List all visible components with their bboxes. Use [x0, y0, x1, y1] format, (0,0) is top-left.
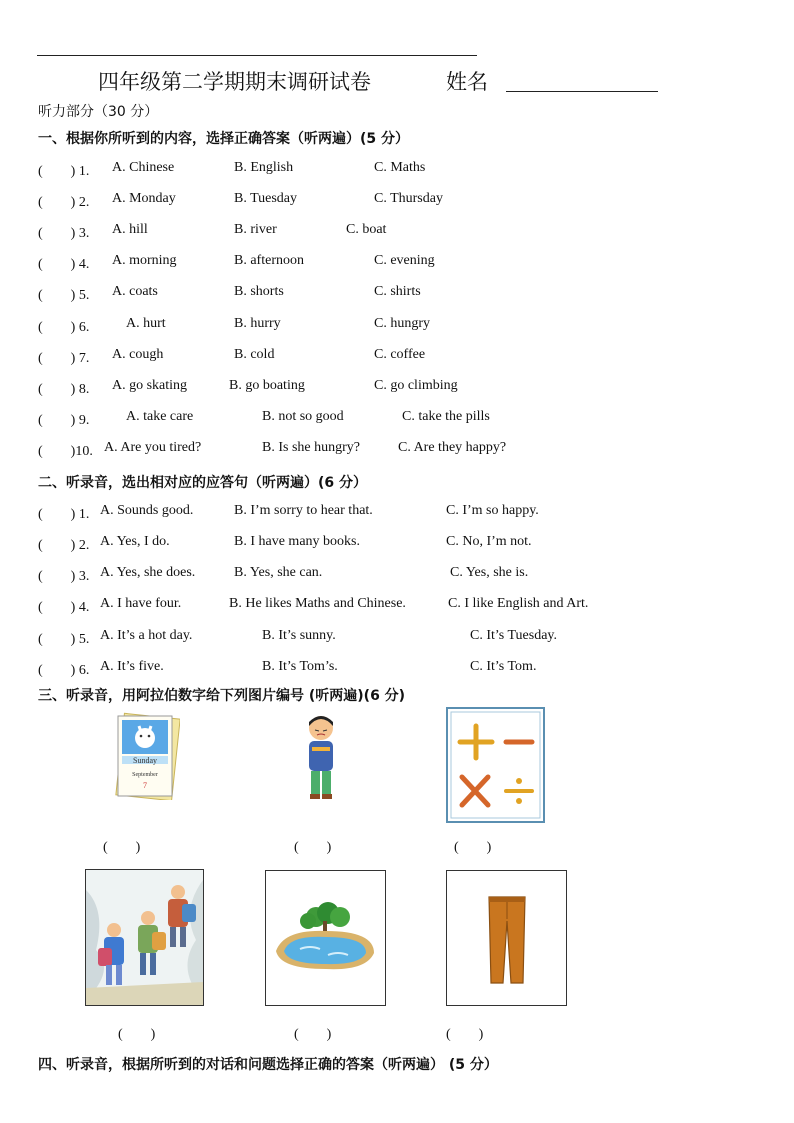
option-c: C. evening [374, 253, 435, 268]
option-b: B. I have many books. [234, 534, 360, 549]
answer-blank[interactable]: ( ) 8. [38, 382, 90, 397]
section-3-heading: 三、听录音，用阿拉伯数字给下列图片编号 (听两遍)(6 分) [38, 688, 406, 704]
answer-blank[interactable]: ( ) 7. [38, 351, 90, 366]
section-2-heading: 二、听录音，选出相对应的应答句（听两遍）(6 分） [38, 475, 368, 491]
math-symbols-icon [446, 707, 545, 823]
option-b: B. not so good [262, 409, 344, 424]
option-a: A. Chinese [112, 160, 175, 175]
part-label: 听力部分（30 分） [38, 104, 159, 120]
option-a: A. Monday [112, 191, 176, 206]
option-c: C. Thursday [374, 191, 443, 206]
option-b: B. go boating [229, 378, 305, 393]
picture-3-blank[interactable]: ( ) [454, 840, 492, 855]
answer-blank[interactable]: ( ) 3. [38, 569, 90, 584]
trousers-icon [446, 870, 567, 1006]
option-b: B. He likes Maths and Chinese. [229, 596, 406, 611]
option-b: B. hurry [234, 316, 281, 331]
option-a: A. hurt [126, 316, 166, 331]
option-c: C. go climbing [374, 378, 458, 393]
calendar-month: September [132, 772, 158, 778]
picture-1-blank[interactable]: ( ) [103, 840, 141, 855]
option-a: A. Yes, she does. [100, 565, 196, 580]
option-a: A. take care [126, 409, 194, 424]
page-title: 四年级第二学期期末调研试卷 [98, 70, 371, 94]
answer-blank[interactable]: ( )10. [38, 444, 93, 459]
option-b: B. It’s sunny. [262, 628, 336, 643]
answer-blank[interactable]: ( ) 4. [38, 257, 90, 272]
option-c: C. hungry [374, 316, 430, 331]
calendar-date: 7 [143, 781, 147, 790]
answer-blank[interactable]: ( ) 1. [38, 164, 90, 179]
answer-blank[interactable]: ( ) 5. [38, 288, 90, 303]
answer-blank[interactable]: ( ) 9. [38, 413, 90, 428]
calendar-icon [112, 712, 180, 800]
option-c: C. coffee [374, 347, 426, 362]
pond-icon [265, 870, 386, 1006]
option-a: A. I have four. [100, 596, 182, 611]
answer-blank[interactable]: ( ) 2. [38, 195, 90, 210]
answer-blank[interactable]: ( ) 4. [38, 600, 90, 615]
picture-2-blank[interactable]: ( ) [294, 840, 332, 855]
option-c: C. boat [346, 222, 387, 237]
option-c: C. It’s Tuesday. [470, 628, 558, 643]
option-b: B. It’s Tom’s. [262, 659, 338, 674]
option-b: B. Yes, she can. [234, 565, 323, 580]
answer-blank[interactable]: ( ) 1. [38, 507, 90, 522]
answer-blank[interactable]: ( ) 6. [38, 320, 90, 335]
option-c: C. shirts [374, 284, 421, 299]
option-b: B. English [234, 160, 294, 175]
option-a: A. It’s five. [100, 659, 164, 674]
option-c: C. Are they happy? [398, 440, 507, 455]
option-c: C. No, I’m not. [446, 534, 532, 549]
option-a: A. It’s a hot day. [100, 628, 193, 643]
picture-6-blank[interactable]: ( ) [446, 1027, 484, 1042]
answer-blank[interactable]: ( ) 3. [38, 226, 90, 241]
picture-5-blank[interactable]: ( ) [294, 1027, 332, 1042]
sick-boy-icon [300, 714, 342, 802]
option-c: C. It’s Tom. [470, 659, 537, 674]
option-b: B. Is she hungry? [262, 440, 360, 455]
option-c: C. I’m so happy. [446, 503, 539, 518]
option-a: A. cough [112, 347, 164, 362]
option-a: A. hill [112, 222, 148, 237]
option-b: B. river [234, 222, 277, 237]
option-c: C. I like English and Art. [448, 596, 589, 611]
section-1-heading: 一、根据你所听到的内容，选择正确答案（听两遍）(5 分） [38, 131, 410, 147]
option-a: A. Yes, I do. [100, 534, 170, 549]
option-a: A. coats [112, 284, 158, 299]
option-b: B. shorts [234, 284, 284, 299]
answer-blank[interactable]: ( ) 2. [38, 538, 90, 553]
option-b: B. Tuesday [234, 191, 298, 206]
calendar-day: Sunday [133, 756, 157, 765]
option-a: A. Are you tired? [104, 440, 202, 455]
name-blank[interactable] [506, 91, 658, 92]
name-label: 姓名 [446, 70, 488, 94]
answer-blank[interactable]: ( ) 5. [38, 632, 90, 647]
option-c: C. Yes, she is. [450, 565, 529, 580]
option-c: C. Maths [374, 160, 426, 175]
hiking-group-icon [85, 869, 204, 1006]
option-a: A. go skating [112, 378, 188, 393]
option-b: B. cold [234, 347, 275, 362]
option-c: C. take the pills [402, 409, 490, 424]
option-a: A. morning [112, 253, 177, 268]
option-a: A. Sounds good. [100, 503, 194, 518]
picture-4-blank[interactable]: ( ) [118, 1027, 156, 1042]
section-4-heading: 四、听录音，根据所听到的对话和问题选择正确的答案（听两遍） (5 分） [38, 1057, 498, 1073]
option-b: B. I’m sorry to hear that. [234, 503, 373, 518]
option-b: B. afternoon [234, 253, 304, 268]
top-rule [37, 55, 477, 56]
answer-blank[interactable]: ( ) 6. [38, 663, 90, 678]
